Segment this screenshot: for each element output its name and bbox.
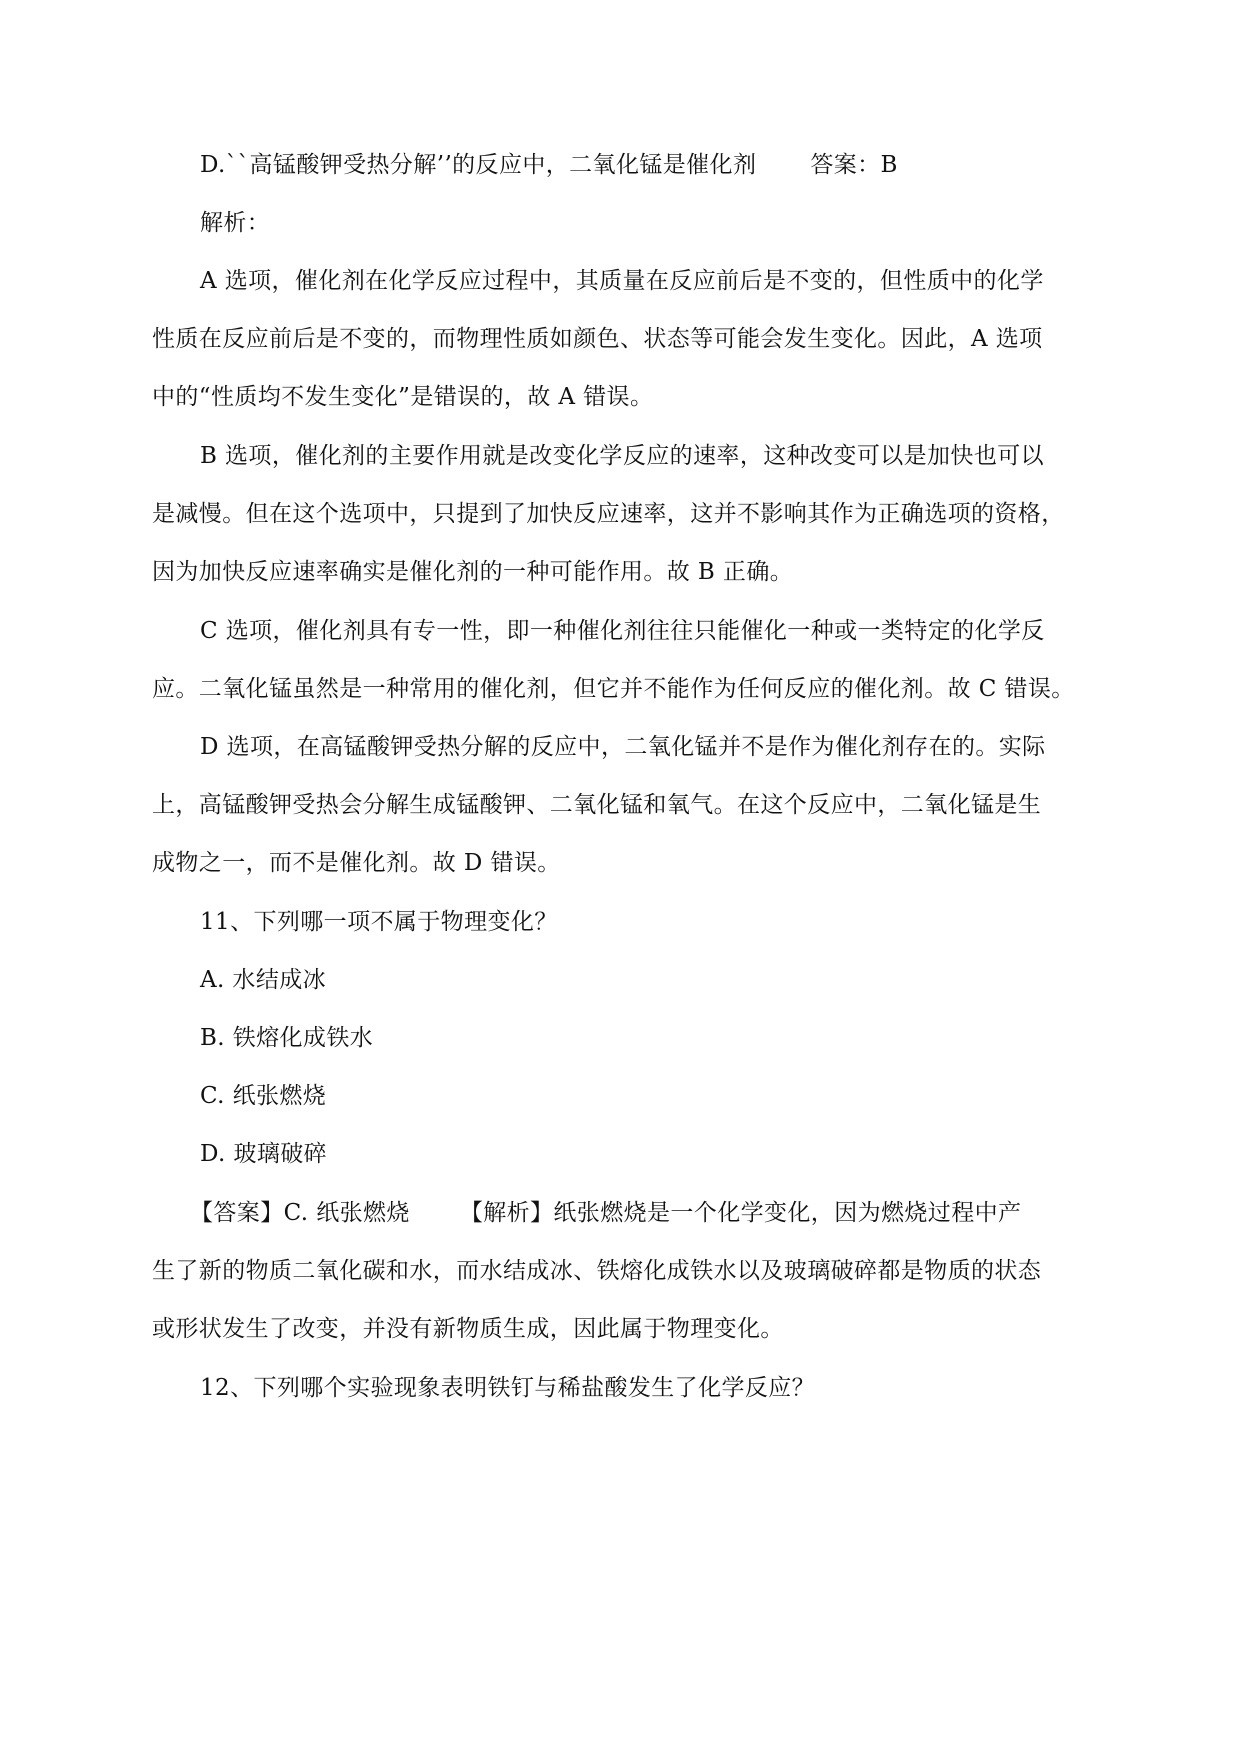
q11-question: 11、下列哪一项不属于物理变化？ <box>200 909 558 935</box>
analysis-c-line-2: 应。二氧化锰虽然是一种常用的催化剂，但它并不能作为任何反应的催化剂。故 C 错误。 <box>152 676 1075 702</box>
analysis-a-line-1: A 选项，催化剂在化学反应过程中，其质量在反应前后是不变的，但性质中的化学 <box>200 268 1044 294</box>
analysis-a-line-3: 中的“性质均不发生变化”是错误的，故 A 错误。 <box>152 384 654 410</box>
analysis-d-line-1: D 选项，在高锰酸钾受热分解的反应中，二氧化锰并不是作为催化剂存在的。实际 <box>200 734 1046 760</box>
q11-analysis-line-2: 生了新的物质二氧化碳和水，而水结成冰、铁熔化成铁水以及玻璃破碎都是物质的状态 <box>152 1258 1042 1284</box>
q11-option-a: A. 水结成冰 <box>200 967 327 993</box>
q11-option-d: D. 玻璃破碎 <box>200 1141 328 1167</box>
q11-answer-line <box>190 1198 1130 1228</box>
analysis-label: 解析： <box>200 210 271 236</box>
q11-analysis-1: 【解析】纸张燃烧是一个化学变化，因为燃烧过程中产 <box>459 1200 1022 1226</box>
analysis-b-line-2: 是减慢。但在这个选项中，只提到了加快反应速率，这并不影响其作为正确选项的资格， <box>152 501 1065 527</box>
q11-answer: 【答案】C. 纸张燃烧 <box>190 1200 410 1226</box>
analysis-b-line-1: B 选项，催化剂的主要作用就是改变化学反应的速率，这种改变可以是加快也可以 <box>200 443 1045 469</box>
analysis-d-line-2: 上，高锰酸钾受热会分解生成锰酸钾、二氧化锰和氧气。在这个反应中，二氧化锰是生 <box>152 792 1042 818</box>
q10-option-d: D.``高锰酸钾受热分解’’的反应中，二氧化锰是催化剂 <box>200 152 757 178</box>
q11-option-c: C. 纸张燃烧 <box>200 1083 327 1109</box>
q11-option-b: B. 铁熔化成铁水 <box>200 1025 374 1051</box>
q12-question: 12、下列哪个实验现象表明铁钉与稀盐酸发生了化学反应？ <box>200 1375 816 1401</box>
analysis-d-line-3: 成物之一，而不是催化剂。故 D 错误。 <box>152 850 561 876</box>
q10-option-d-line <box>200 150 1140 180</box>
analysis-b-line-3: 因为加快反应速率确实是催化剂的一种可能作用。故 B 正确。 <box>152 559 794 585</box>
analysis-c-line-1: C 选项，催化剂具有专一性，即一种催化剂往往只能催化一种或一类特定的化学反 <box>200 618 1045 644</box>
analysis-a-line-2: 性质在反应前后是不变的，而物理性质如颜色、状态等可能会发生变化。因此，A 选项 <box>152 326 1043 352</box>
q11-analysis-line-3: 或形状发生了改变，并没有新物质生成，因此属于物理变化。 <box>152 1316 784 1342</box>
q10-answer: 答案：B <box>810 152 898 178</box>
